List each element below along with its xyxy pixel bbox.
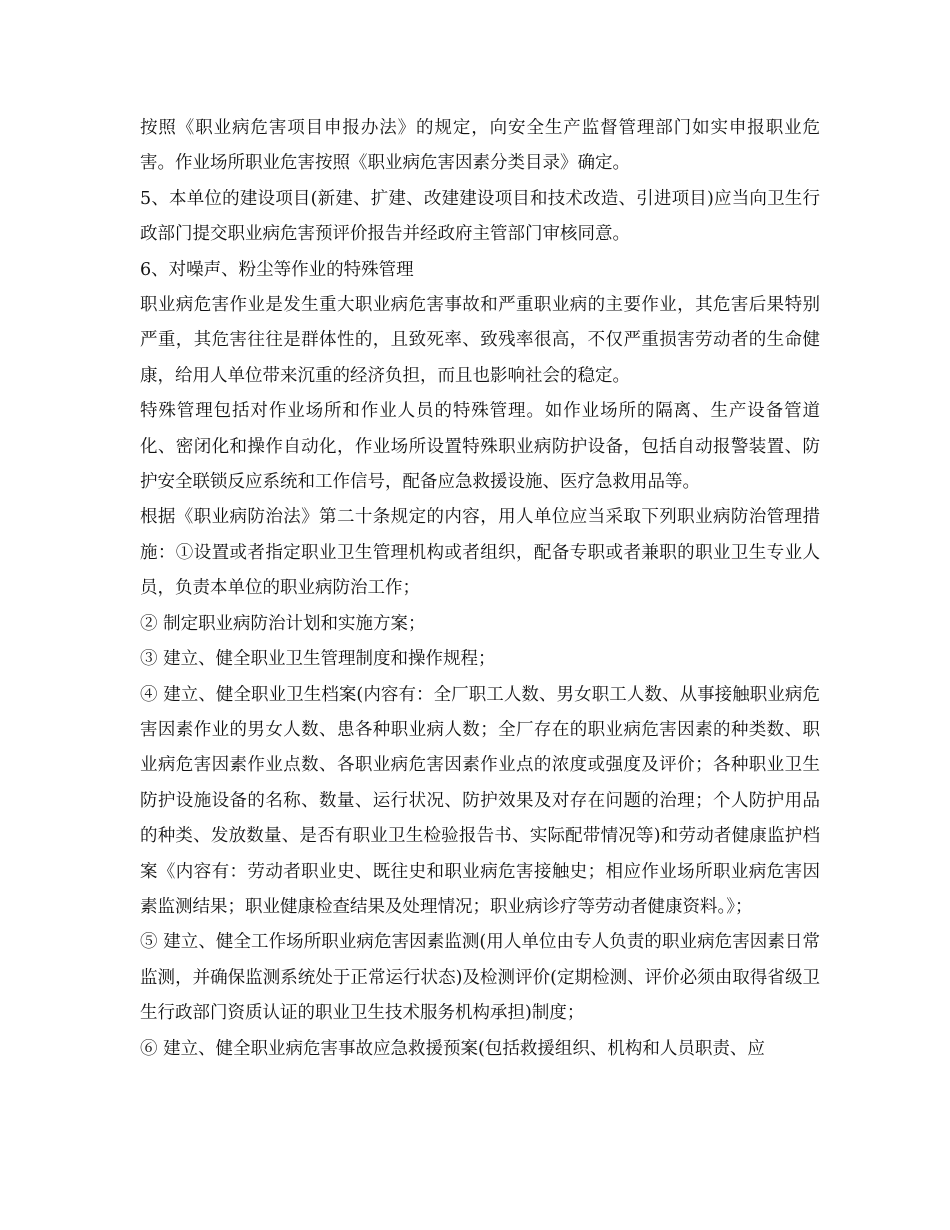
paragraph-declaration: 按照《职业病危害项目申报办法》的规定，向安全生产监督管理部门如实申报职业危害。作业场所职业危害按照《职业病危害因素分类目录》确定。 [140, 118, 820, 174]
paragraph-hazard-description: 职业病危害作业是发生重大职业病危害事故和严重职业病的主要作业，其危害后果特别严重，其危害往往是群体性的，且致死率、致残率很高，不仅严重损害劳动者的生命健康，给用人单位带来沉重的经济负担，而且也影响社会的稳定。 [140, 295, 820, 386]
document-body [140, 111, 820, 1067]
paragraph-measure-2: ② 制定职业病防治计划和实施方案； [140, 613, 426, 634]
paragraph-measure-3: ③ 建立、健全职业卫生管理制度和操作规程； [140, 649, 496, 670]
paragraph-measure-4: ④ 建立、健全职业卫生档案(内容有：全厂职工人数、男女职工人数、从事接触职业病危害因素作业的男女人数、患各种职业病人数；全厂存在的职业病危害因素的种类数、职业病危害因素作业点数、各职业病危害因素作业点的浓度或强度及评价；各种职业卫生防护设施设备的名称、数量、运行状况、防护效果及对存在问题的治理；个人防护用品的种类、发放数量、是否有职业卫生检验报告书、实际配带情况等)和劳动者健康监护档案《内容有：劳动者职业史、既往史和职业病危害接触史；相应作业场所职业病危害因素监测结果；职业健康检查结果及处理情况；职业病诊疗等劳动者健康资料。》； [140, 684, 820, 917]
paragraph-special-management: 特殊管理包括对作业场所和作业人员的特殊管理。如作业场所的隔离、生产设备管道化、密闭化和操作自动化，作业场所设置特殊职业病防护设备，包括自动报警装置、防护安全联锁反应系统和工作信号，配备应急救援设施、医疗急救用品等。 [140, 401, 820, 493]
paragraph-measure-5: ⑤ 建立、健全工作场所职业病危害因素监测(用人单位由专人负责的职业病危害因素日常监测，并确保监测系统处于正常运行状态)及检测评价(定期检测、评价必须由取得省级卫生行政部门资质认证的职业卫生技术服务机构承担)制度； [140, 932, 820, 1024]
paragraph-measure-6: ⑥ 建立、健全职业病危害事故应急救援预案(包括救援组织、机构和人员职责、应 [140, 1038, 765, 1059]
paragraph-article-20: 根据《职业病防治法》第二十条规定的内容，用人单位应当采取下列职业病防治管理措施：①设置或者指定职业卫生管理机构或者组织，配备专职或者兼职的职业卫生专业人员，负责本单位的职业病防治工作； [140, 507, 820, 599]
paragraph-item-5: 5、本单位的建设项目(新建、扩建、改建建设项目和技术改造、引进项目)应当向卫生行政部门提交职业病危害预评价报告并经政府主管部门审核同意。 [140, 188, 820, 245]
paragraph-item-6-heading: 6、对噪声、粉尘等作业的特殊管理 [140, 259, 414, 280]
